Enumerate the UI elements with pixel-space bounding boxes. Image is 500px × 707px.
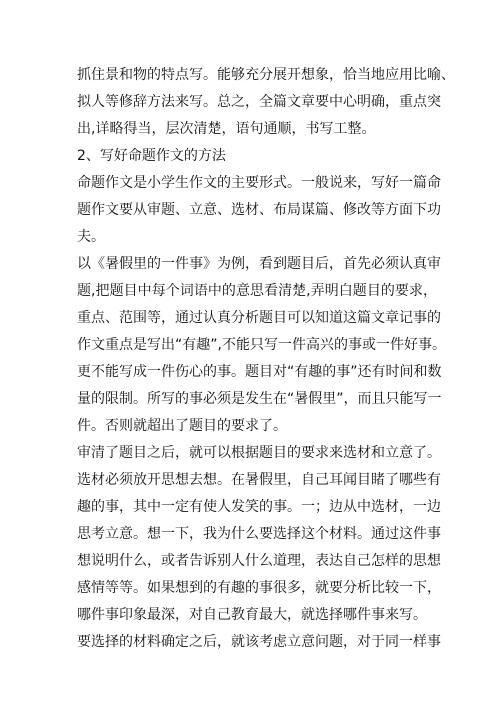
text-line: 件。否则就超出了题目的要求了。 xyxy=(77,418,287,434)
text-line: 量的限制。所写的事必须是发生在“暑假里”，而且只能写一 xyxy=(77,391,442,407)
text-line: 题,把题目中每个词语中的意思看清楚,弄明白题目的要求， xyxy=(77,283,437,299)
text-line: 思考立意。想一下，我为什么要选择这个材料。通过这件事 xyxy=(77,526,441,542)
text-line: 命题作文是小学生作文的主要形式。一般说来，写好一篇命 xyxy=(77,175,441,191)
text-line: 想说明什么，或者告诉别人什么道理，表达自己怎样的思想 xyxy=(77,553,441,569)
text-line: 感情等等。如果想到的有趣的事很多，就要分析比较一下， xyxy=(77,580,441,596)
text-line: 拟人等修辞方法来写。总之，全篇文章要中心明确，重点突 xyxy=(77,94,441,110)
text-line: 作文重点是写出“有趣”,不能只写一件高兴的事或一件好事。 xyxy=(77,337,446,353)
section-heading: 2、写好命题作文的方法 xyxy=(77,148,226,164)
text-line: 以《暑假里的一件事》为例，看到题目后，首先必须认真审 xyxy=(77,256,441,272)
text-line: 抓住景和物的特点写。能够充分展开想象，恰当地应用比喻、 xyxy=(77,67,455,83)
text-line: 题作文要从审题、立意、选材、布局谋篇、修改等方面下功 xyxy=(77,202,441,218)
text-line: 更不能写成一件伤心的事。题目对“有趣的事”还有时间和数 xyxy=(77,364,442,380)
text-line: 审清了题目之后，就可以根据题目的要求来选材和立意了。 xyxy=(77,445,441,461)
document-body xyxy=(77,62,455,656)
text-line: 哪件事印象最深，对自己教育最大，就选择哪件事来写。 xyxy=(77,607,427,623)
text-line: 要选择的材料确定之后，就该考虑立意问题，对于同一样事 xyxy=(77,634,441,650)
text-line: 选材必须放开思想去想。在暑假里，自己耳闻目睹了哪些有 xyxy=(77,472,441,488)
text-line: 出,详略得当，层次清楚，语句通顺，书写工整。 xyxy=(77,121,376,137)
text-line: 趣的事，其中一定有使人发笑的事。一；边从中选材，一边 xyxy=(77,499,441,515)
text-line: 夫。 xyxy=(77,229,105,245)
text-line: 重点、范围等，通过认真分析题目可以知道这篇文章记事的 xyxy=(77,310,441,326)
